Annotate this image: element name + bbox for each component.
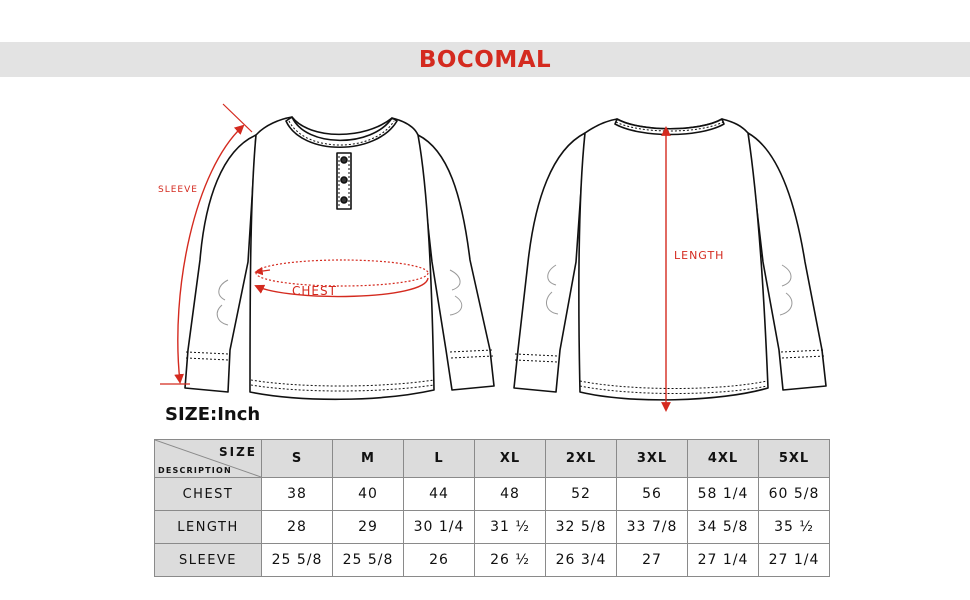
- size-4xl: 4XL: [688, 440, 759, 478]
- table-cell: 26: [404, 544, 475, 577]
- size-3xl: 3XL: [617, 440, 688, 478]
- size-m: M: [333, 440, 404, 478]
- button-2: [341, 177, 347, 183]
- front-shirt: [185, 117, 494, 399]
- table-cell: 27: [617, 544, 688, 577]
- row-label-sleeve: SLEEVE: [155, 544, 262, 577]
- size-header-row: [155, 440, 830, 478]
- size-5xl: 5XL: [759, 440, 830, 478]
- sleeve-guide-top: [223, 104, 252, 132]
- brand-title: BOCOMAL: [418, 46, 552, 73]
- sleeve-label: SLEEVE: [158, 185, 198, 195]
- table-cell: 38: [262, 478, 333, 511]
- table-cell: 25 5/8: [262, 544, 333, 577]
- table-cell: 48: [475, 478, 546, 511]
- table-cell: 32 5/8: [546, 511, 617, 544]
- size-2xl: 2XL: [546, 440, 617, 478]
- size-table: [154, 439, 830, 577]
- table-corner: [155, 440, 262, 478]
- back-left-sleeve: [514, 133, 585, 392]
- button-3: [341, 197, 347, 203]
- table-cell: 29: [333, 511, 404, 544]
- button-1: [341, 157, 347, 163]
- table-cell: 33 7/8: [617, 511, 688, 544]
- length-label: LENGTH: [674, 249, 725, 262]
- table-cell: 58 1/4: [688, 478, 759, 511]
- table-cell: 25 5/8: [333, 544, 404, 577]
- front-left-sleeve: [185, 135, 256, 392]
- chest-label: CHEST: [292, 284, 337, 298]
- table-row: [155, 478, 830, 511]
- table-cell: 52: [546, 478, 617, 511]
- size-l: L: [404, 440, 475, 478]
- table-cell: 26 ½: [475, 544, 546, 577]
- size-s: S: [262, 440, 333, 478]
- table-cell: 60 5/8: [759, 478, 830, 511]
- table-cell: 31 ½: [475, 511, 546, 544]
- size-unit-title: SIZE:Inch: [165, 404, 261, 425]
- back-shirt: [514, 119, 826, 400]
- size-xl: XL: [475, 440, 546, 478]
- row-label-chest: CHEST: [155, 478, 262, 511]
- table-cell: 26 3/4: [546, 544, 617, 577]
- corner-description-label: DESCRIPTION: [158, 466, 232, 475]
- row-label-length: LENGTH: [155, 511, 262, 544]
- table-cell: 40: [333, 478, 404, 511]
- corner-size-label: SIZE: [218, 445, 257, 459]
- table-row: [155, 544, 830, 577]
- table-row: [155, 511, 830, 544]
- table-cell: 27 1/4: [688, 544, 759, 577]
- table-cell: 30 1/4: [404, 511, 475, 544]
- table-cell: 28: [262, 511, 333, 544]
- table-cell: 27 1/4: [759, 544, 830, 577]
- table-cell: 35 ½: [759, 511, 830, 544]
- table-cell: 44: [404, 478, 475, 511]
- table-cell: 56: [617, 478, 688, 511]
- table-cell: 34 5/8: [688, 511, 759, 544]
